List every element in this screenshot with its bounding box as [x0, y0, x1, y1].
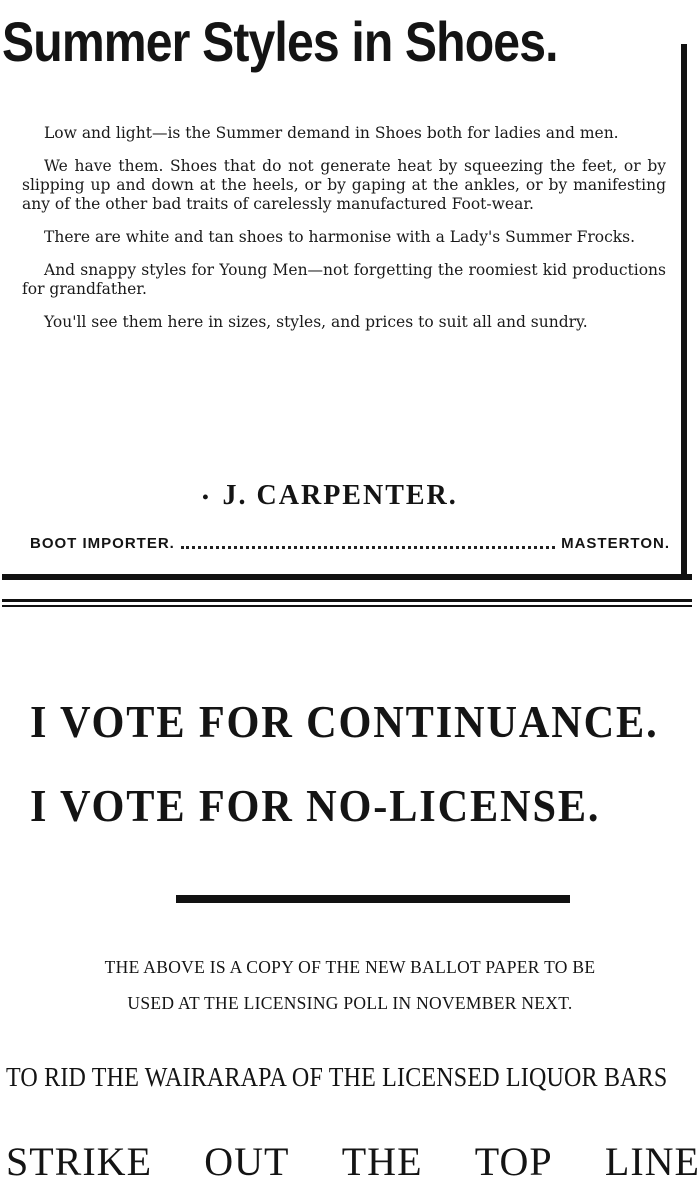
rid-bars-line: TO RID THE WAIRARAPA OF THE LICENSED LIQUOR BARS	[6, 1062, 668, 1092]
ballot-line-continuance: I VOTE FOR CONTINUANCE.	[30, 696, 659, 747]
ad-paragraph: You'll see them here in sizes, styles, and prices to suit all and sundry.	[44, 313, 588, 331]
ad-border-right	[681, 44, 687, 579]
strike-out-line	[6, 1138, 700, 1185]
notice-line: USED AT THE LICENSING POLL IN NOVEMBER NEXT.	[127, 993, 573, 1013]
bullet-icon: •	[202, 487, 211, 508]
dotted-leader	[181, 543, 555, 549]
ad-paragraph: We have them. Shoes that do not generate heat by squeezing the feet, or by slipping up and down at the heels, or by gaping at the ankles, or by manifesting any of the other bad traits of carelessly manufactured Foot-wear.	[22, 157, 666, 213]
ballot-line-no-license: I VOTE FOR NO-LICENSE.	[30, 780, 601, 831]
section-divider	[2, 599, 692, 609]
merchant-name	[0, 480, 660, 512]
ad-paragraph: There are white and tan shoes to harmonise with a Lady's Summer Frocks.	[44, 228, 636, 246]
ad-border-bottom	[2, 574, 692, 580]
ad-paragraph: Low and light—is the Summer demand in Shoes both for ladies and men.	[44, 124, 619, 142]
strike-word: OUT	[204, 1139, 290, 1184]
divider-rule	[2, 599, 692, 602]
shoe-advertisement	[0, 0, 700, 585]
trade-label: BOOT IMPORTER.	[30, 535, 175, 552]
strike-word: LINE	[604, 1139, 700, 1184]
strike-word: STRIKE	[6, 1139, 152, 1184]
strike-word: THE	[341, 1139, 423, 1184]
heavy-rule	[176, 895, 570, 903]
town-label: MASTERTON.	[561, 535, 670, 552]
notice-line: THE ABOVE IS A COPY OF THE NEW BALLOT PAPER TO BE	[104, 957, 596, 977]
merchant-name-text: J. CARPENTER.	[222, 480, 458, 511]
merchant-address	[30, 535, 670, 552]
ad-body	[22, 124, 666, 346]
divider-rule	[2, 605, 692, 607]
ad-paragraph: And snappy styles for Young Men—not forgetting the roomiest kid productions for grandfather.	[22, 261, 666, 298]
ad-headline: Summer Styles in Shoes.	[2, 10, 558, 73]
strike-word: TOP	[474, 1139, 553, 1184]
